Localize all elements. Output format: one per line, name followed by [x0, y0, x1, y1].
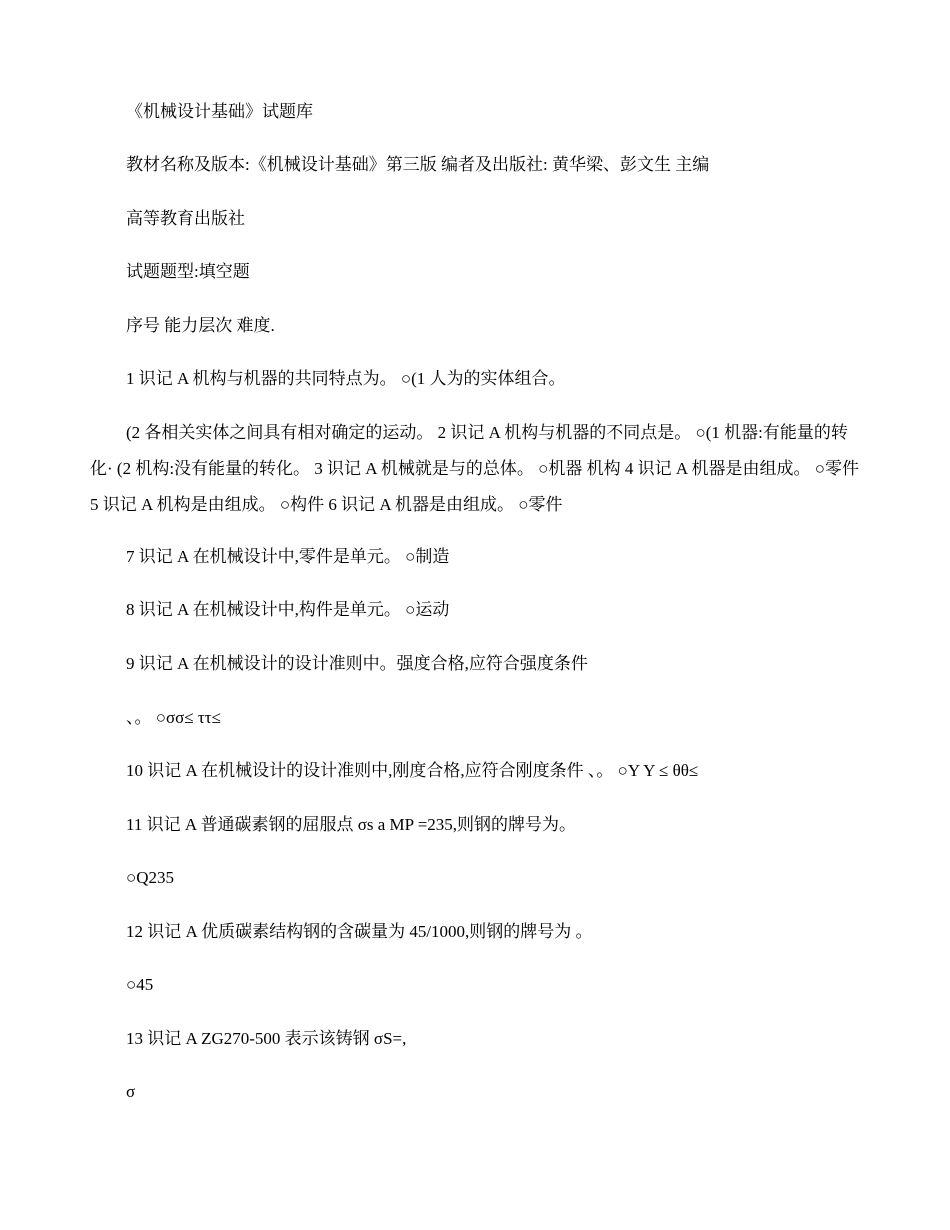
question-9-answer: 、。 ○σσ≤ ττ≤: [126, 708, 221, 727]
question-11-answer: ○Q235: [126, 868, 175, 887]
question-9: 9 识记 A 在机械设计的设计准则中。强度合格,应符合强度条件: [126, 654, 588, 673]
question-1: 1 识记 A 机构与机器的共同特点为。 ○(1 人为的实体组合。: [126, 369, 566, 388]
question-8: 8 识记 A 在机械设计中,构件是单元。 ○运动: [126, 600, 450, 619]
textbook-info-line: 教材名称及版本:《机械设计基础》第三版 编者及出版社: 黄华梁、彭文生 主编: [126, 155, 710, 174]
column-header-line: 序号 能力层次 难度.: [126, 316, 275, 335]
question-11: 11 识记 A 普通碳素钢的屈服点 σs a MP =235,则钢的牌号为。: [126, 815, 577, 834]
question-type-line: 试题题型:填空题: [126, 262, 250, 281]
question-13-continued: σ: [126, 1082, 136, 1101]
question-12-answer: ○45: [126, 975, 154, 994]
questions-1-to-6-block: (2 各相关实体之间具有相对确定的运动。 2 识记 A 机构与机器的不同点是。 ○(1 机器:有能量的转化· (2 机构:没有能量的转化。 3 识记 A 机械就是与的总体。 ○机器 机构 4 识记 A 机器是由组成。 ○零件 5 识记 A 机构是由组成。 ○构件 6 识记 A 机器是由组成。 ○零件: [90, 423, 860, 514]
question-13: 13 识记 A ZG270-500 表示该铸钢 σS=,: [126, 1029, 407, 1048]
publisher-line: 高等教育出版社: [126, 209, 245, 228]
question-10: 10 识记 A 在机械设计的设计准则中,刚度合格,应符合刚度条件 、。 ○Y Y ≤ θθ≤: [126, 761, 699, 780]
document-title: 《机械设计基础》试题库: [126, 102, 313, 121]
question-7: 7 识记 A 在机械设计中,零件是单元。 ○制造: [126, 547, 450, 566]
question-12: 12 识记 A 优质碳素结构钢的含碳量为 45/1000,则钢的牌号为 。: [126, 922, 593, 941]
